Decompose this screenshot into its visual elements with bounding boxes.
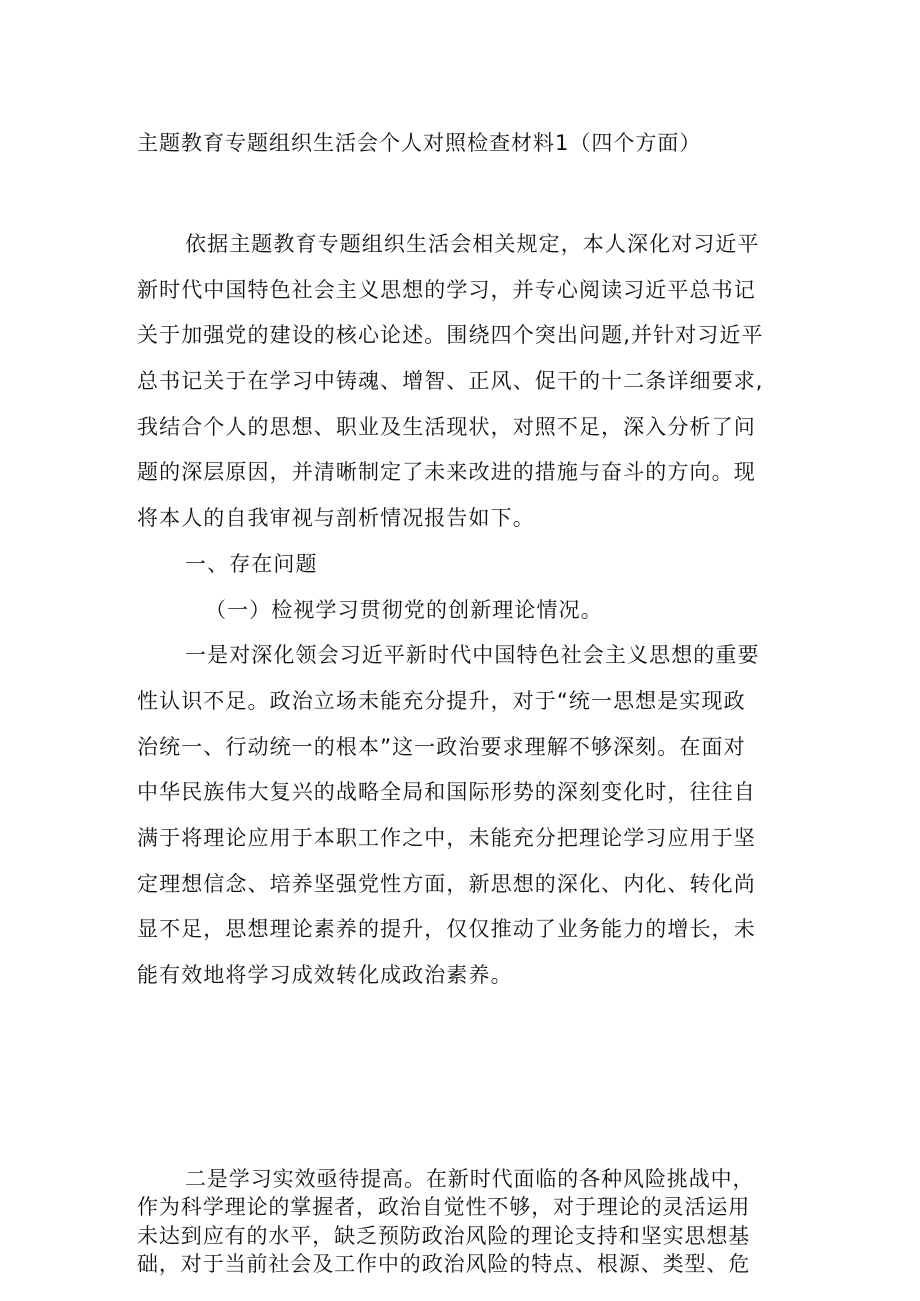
intro-line: 关于加强党的建设的核心论述。围绕四个突出问题,并针对习近平 (137, 323, 764, 348)
point-2-line: 二是学习实效亟待提高。在新时代面临的各种风险挑战中， (185, 1167, 755, 1191)
point-2-line: 础，对于当前社会及工作中的政治风险的特点、根源、类型、危 (137, 1251, 751, 1276)
intro-line: 我结合个人的思想、职业及生活现状，对照不足，深入分析了问 (137, 414, 756, 439)
intro-line: 将本人的自我审视与剖析情况报告如下。 (137, 506, 535, 531)
point-1-line: 定理想信念、培养坚强党性方面，新思想的深化、内化、转化尚 (137, 871, 756, 896)
intro-line: 总书记关于在学习中铸魂、增智、正风、促干的十二条详细要求, (137, 369, 764, 394)
main-body (137, 222, 797, 999)
point-2-line: 未达到应有的水平，缺乏预防政治风险的理论支持和坚实思想基 (137, 1223, 751, 1248)
intro-line: 依据主题教育专题组织生活会相关规定，本人深化对习近平 (185, 232, 760, 256)
point-1-line: 性认识不足。政治立场未能充分提升，对于“统一思想是实现政 (137, 688, 746, 713)
point-1-line: 满于将理论应用于本职工作之中，未能充分把理论学习应用于坚 (137, 825, 756, 850)
section-heading: 一、存在问题 (185, 551, 318, 576)
point-1-line: 中华民族伟大复兴的战略全局和国际形势的深刻变化时，往往自 (137, 780, 756, 805)
subsection-heading: （一）检视学习贯彻党的创新理论情况。 (205, 597, 603, 622)
intro-line: 新时代中国特色社会主义思想的学习，并专心阅读习近平总书记 (137, 277, 756, 302)
point-1-line: 显不足，思想理论素养的提升，仅仅推动了业务能力的增长，未 (137, 917, 756, 942)
point-1-line: 能有效地将学习成效转化成政治素养。 (137, 963, 513, 987)
point-2-paragraph (137, 1165, 797, 1278)
point-1-line: 一是对深化领会习近平新时代中国特色社会主义思想的重要 (185, 643, 760, 668)
point-1-line: 治统一、行动统一的根本”这一政治要求理解不够深刻。在面对 (137, 734, 746, 759)
point-2-line: 作为科学理论的掌握者，政治自觉性不够，对于理论的灵活运用 (137, 1195, 751, 1220)
intro-line: 题的深层原因，并清晰制定了未来改进的措施与奋斗的方向。现 (137, 460, 756, 485)
document-title: 主题教育专题组织生活会个人对照检查材料1（四个方面） (137, 131, 702, 155)
